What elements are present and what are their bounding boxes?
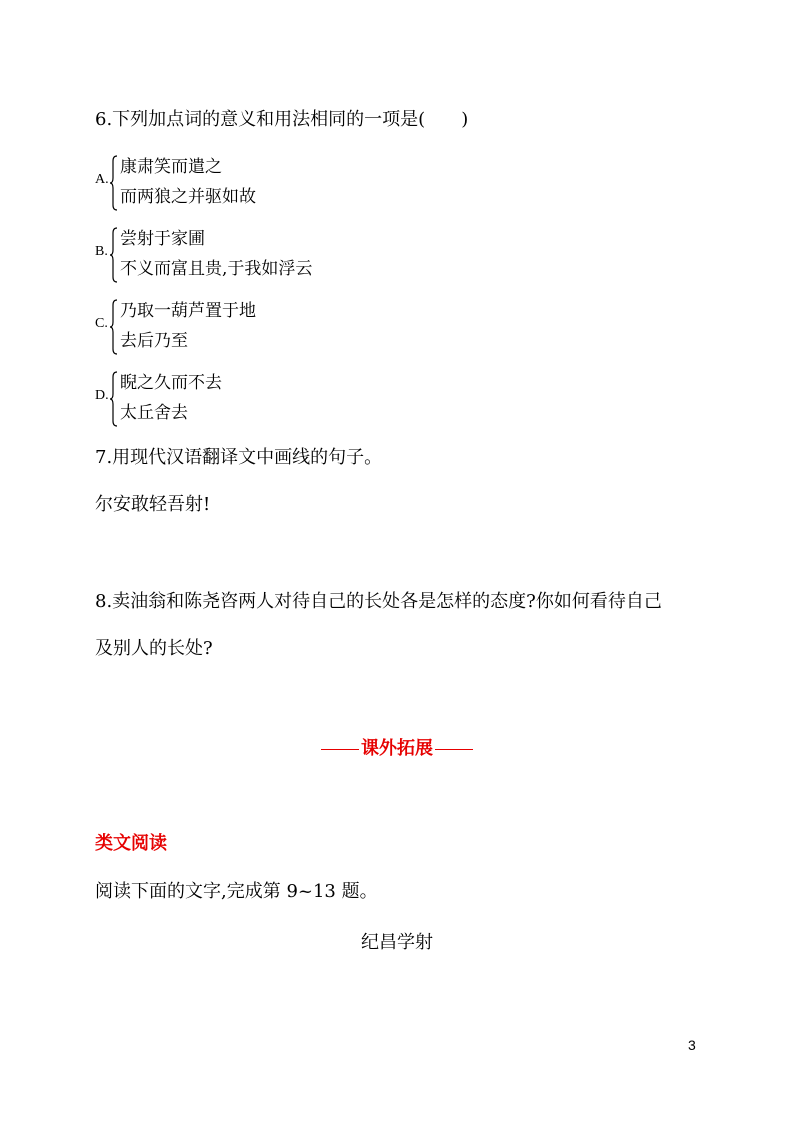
brace-icon [110,227,118,283]
option-letter: A. [95,172,109,187]
option-line-1: 乃取一葫芦置于地 [120,301,256,321]
reading-heading: 类文阅读 [95,833,167,854]
option-letter: C. [95,316,108,331]
option-line-1: 康肃笑而遣之 [120,157,222,177]
option-line-2: 不义而富且贵,于我如浮云 [120,259,313,279]
reading-instruction: 阅读下面的文字,完成第 9~13 题。 [95,881,378,902]
question-7-stem: 7.用现代汉语翻译文中画线的句子。 [95,447,383,468]
option-letter: D. [95,388,109,403]
brace-icon [110,299,118,355]
option-line-2: 而两狼之并驱如故 [120,187,256,207]
page-number: 3 [688,1037,696,1053]
brace-icon [110,371,118,427]
option-line-1: 睨之久而不去 [120,373,222,393]
passage-title: 纪昌学射 [361,932,433,953]
decorative-dash [321,749,359,750]
decorative-dash [435,749,473,750]
option-line-2: 去后乃至 [120,331,188,351]
question-8-line-2: 及别人的长处? [95,638,213,659]
brace-icon [110,155,118,211]
question-6-stem: 6.下列加点词的意义和用法相同的一项是( ) [95,109,469,130]
question-8-line-1: 8.卖油翁和陈尧咨两人对待自己的长处各是怎样的态度?你如何看待自己 [95,591,662,612]
option-line-1: 尝射于家圃 [120,229,205,249]
section-title [0,734,794,760]
section-title-text: 课外拓展 [361,738,433,759]
option-line-2: 太丘舍去 [120,403,188,423]
option-letter: B. [95,244,108,259]
question-7-sentence: 尔安敢轻吾射! [95,494,211,515]
